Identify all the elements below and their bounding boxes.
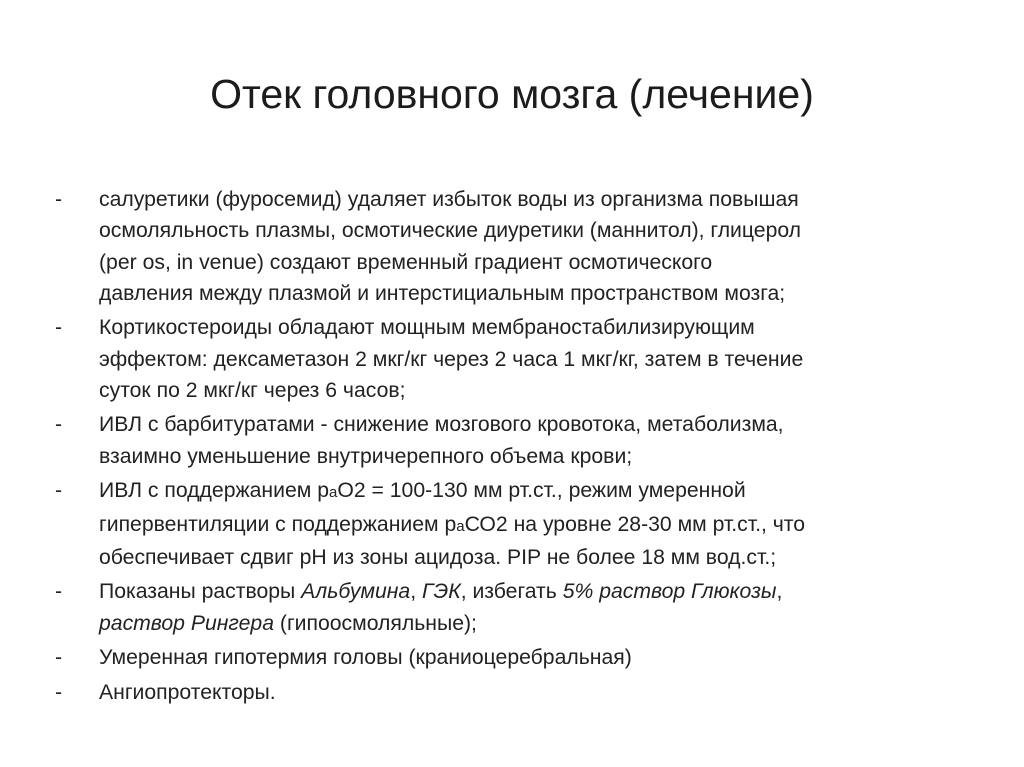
bullet-line	[99, 278, 1005, 309]
bullet-line	[99, 344, 1005, 375]
bullet-text: взаимно уменьшение внутричерепного объема крови;	[99, 444, 633, 468]
bullet-text: ИВЛ с поддержанием р	[99, 479, 329, 503]
bullet-line	[99, 375, 1005, 406]
bullet-text: ,	[776, 580, 783, 604]
bullet-line	[99, 441, 1005, 472]
bullet-text: О2 = 100-130 мм рт.ст., режим умеренной	[337, 479, 746, 503]
bullet-line	[99, 642, 1005, 673]
bullet-text: , избегать	[460, 580, 563, 604]
bullet-item	[55, 409, 1005, 472]
bullet-marker: -	[55, 646, 63, 670]
bullet-item	[55, 475, 1005, 573]
subscript-text: а	[456, 517, 465, 535]
bullet-text: Показаны растворы	[99, 580, 302, 604]
subscript-text: а	[329, 484, 338, 502]
bullet-text: гипервентиляции с поддержанием р	[99, 512, 457, 536]
emphasis-text: ГЭК	[421, 580, 461, 604]
bullet-line	[99, 542, 1005, 573]
bullet-line	[99, 608, 1005, 639]
bullet-line	[99, 312, 1005, 343]
bullet-marker: -	[55, 188, 63, 211]
bullet-marker: -	[55, 479, 63, 503]
bullet-text: ,	[410, 580, 422, 604]
bullet-marker: -	[55, 316, 63, 340]
bullet-item	[55, 312, 1005, 406]
bullet-line	[99, 184, 1005, 215]
bullet-marker: -	[55, 680, 63, 704]
bullet-text: давления между плазмой и интерстициальным пространством мозга;	[99, 281, 786, 305]
bullet-text: СО2 на уровне 28-30 мм рт.ст., что	[464, 512, 806, 536]
bullet-item	[55, 642, 1005, 673]
bullet-line	[99, 576, 1005, 607]
emphasis-text: Альбумина	[301, 580, 411, 604]
bullet-item	[55, 184, 1005, 309]
bullet-line	[99, 677, 1005, 708]
bullet-text: (гипоосмоляльные);	[274, 611, 477, 635]
bullet-marker: -	[55, 413, 63, 437]
bullet-text: суток по 2 мкг/кг через 6 часов;	[99, 378, 406, 402]
bullet-text: Умеренная гипотермия головы (краниоцеребральная)	[99, 646, 632, 670]
bullet-text: ИВЛ с барбитуратами - снижение мозгового кровотока, метаболизма,	[99, 413, 784, 437]
bullet-text: эффектом: дексаметазон 2 мкг/кг через 2 часа 1 мкг/кг, затем в течение	[99, 347, 804, 371]
bullet-text: осмоляльность плазмы, осмотические диуретики (маннитол), глицерол	[99, 219, 802, 243]
slide-title: Отек головного мозга (лечение)	[210, 71, 814, 117]
bullet-text: Ангиопротекторы.	[99, 680, 276, 704]
bullet-line	[99, 247, 1005, 278]
bullet-item	[55, 677, 1005, 708]
bullet-line	[99, 215, 1005, 246]
bullet-line	[99, 509, 1005, 542]
bullet-marker: -	[55, 580, 63, 604]
bullet-item	[55, 576, 1005, 639]
emphasis-text: 5% раствор Глюкозы	[562, 580, 777, 604]
bullet-line	[99, 475, 1005, 508]
bullet-text: (per os, in venue) создают временный градиент осмотического	[99, 250, 713, 274]
emphasis-text: раствор Рингера	[99, 611, 274, 635]
bullet-line	[99, 409, 1005, 440]
bullet-text: салуретики (фуросемид) удаляет избыток воды из организма повышая	[99, 188, 799, 211]
bullet-text: обеспечивает сдвиг рН из зоны ацидоза. PIP не более 18 мм вод.ст.;	[99, 545, 777, 569]
bullet-text: Кортикостероиды обладают мощным мембраностабилизирующим	[99, 316, 755, 340]
bullet-list	[55, 184, 1005, 711]
